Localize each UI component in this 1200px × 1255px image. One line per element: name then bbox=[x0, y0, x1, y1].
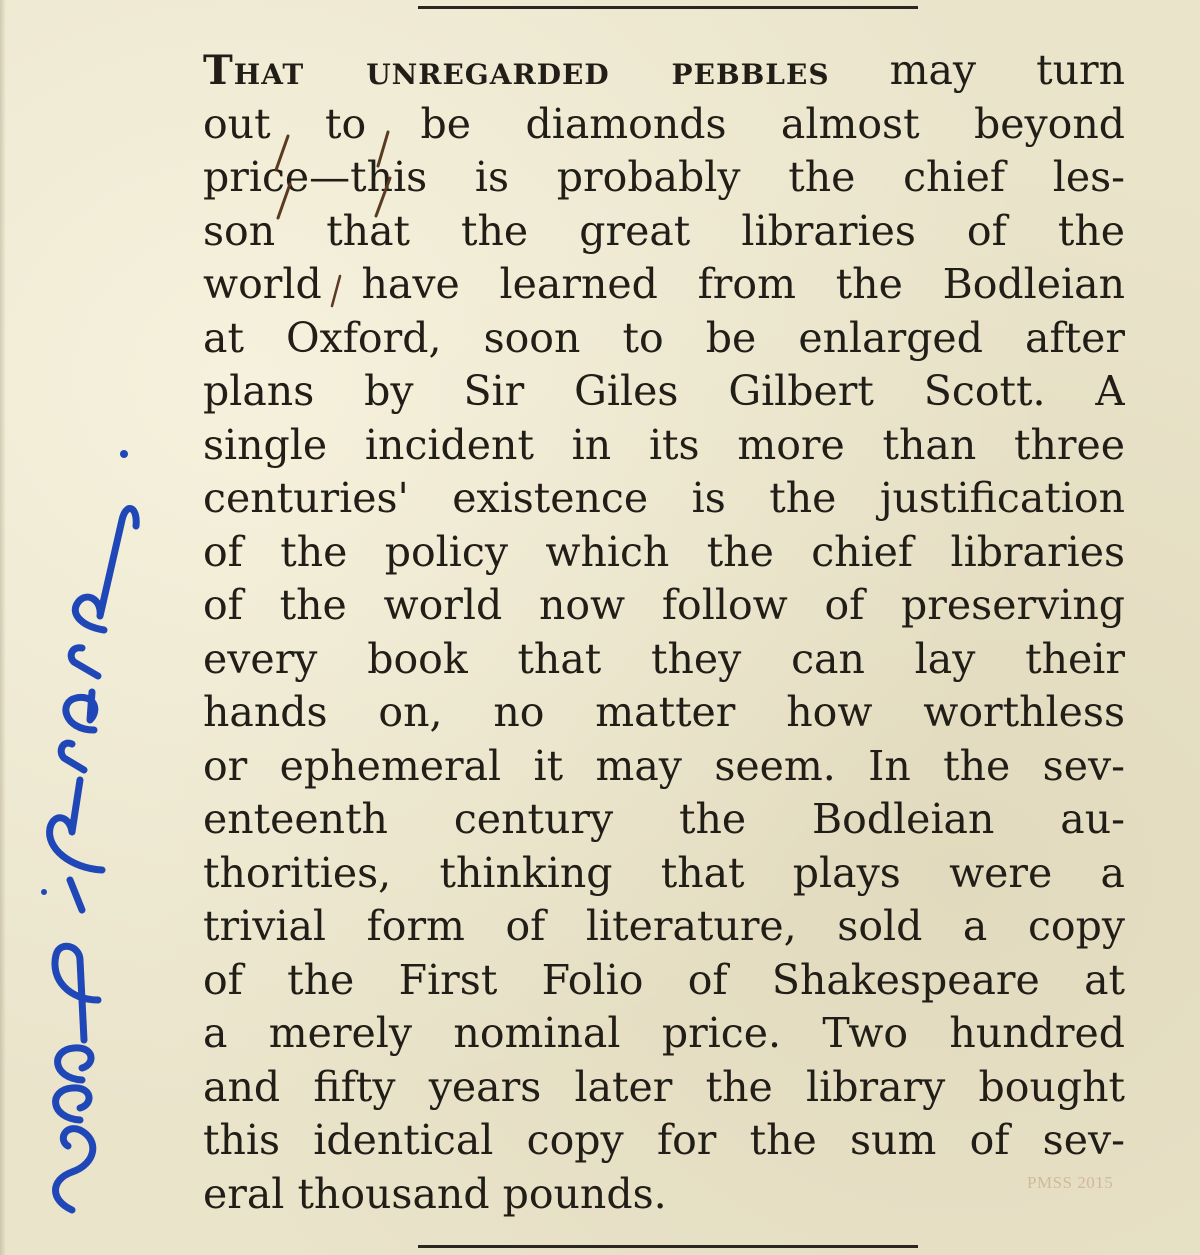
article-line: hands on, no matter how worthless bbox=[203, 688, 1125, 736]
article-line: trivial form of literature, sold a copy bbox=[203, 902, 1125, 950]
article-line: every book that they can lay their bbox=[203, 634, 1125, 683]
bottom-rule bbox=[418, 1245, 918, 1248]
top-rule bbox=[418, 6, 918, 9]
article-line: enteenth century the Bodleian au- bbox=[203, 795, 1125, 843]
article-line-last: eral thousand pounds. bbox=[203, 1169, 667, 1218]
lead-small-caps: That unregarded pebbles bbox=[203, 47, 830, 94]
clipping-edge bbox=[0, 0, 6, 1255]
article-line: or ephemeral it may seem. In the sev- bbox=[203, 741, 1125, 790]
article-line: thorities, thinking that plays were a bbox=[203, 848, 1125, 897]
article-line: and fifty years later the library bought bbox=[203, 1062, 1125, 1111]
handwritten-annotation-signature bbox=[10, 440, 150, 1220]
article-line: centuries' existence is the justification bbox=[203, 474, 1125, 522]
article-line: at Oxford, soon to be enlarged after bbox=[203, 313, 1125, 362]
article-line-1 bbox=[203, 44, 1125, 98]
article-line: son that the great libraries of the bbox=[203, 206, 1125, 255]
article-line: out to be diamonds almost beyond bbox=[203, 99, 1125, 148]
article-line: a merely nominal price. Two hundred bbox=[203, 1009, 1125, 1057]
article-line: of the world now follow of preserving bbox=[203, 581, 1125, 629]
watermark: PMSS 2015 bbox=[1027, 1173, 1114, 1192]
article-line: price—this is probably the chief les- bbox=[203, 153, 1125, 201]
article-line: of the policy which the chief libraries bbox=[203, 527, 1125, 576]
article-line: single incident in its more than three bbox=[203, 420, 1125, 469]
article-line: world have learned from the Bodleian bbox=[203, 260, 1125, 308]
article-line: this identical copy for the sum of sev- bbox=[203, 1116, 1125, 1164]
article-line: plans by Sir Giles Gilbert Scott. A bbox=[203, 367, 1125, 415]
article-line: of the First Folio of Shakespeare at bbox=[203, 955, 1125, 1004]
article-line-1-rest: may turn bbox=[829, 46, 1125, 94]
pencil-marks bbox=[260, 118, 420, 338]
